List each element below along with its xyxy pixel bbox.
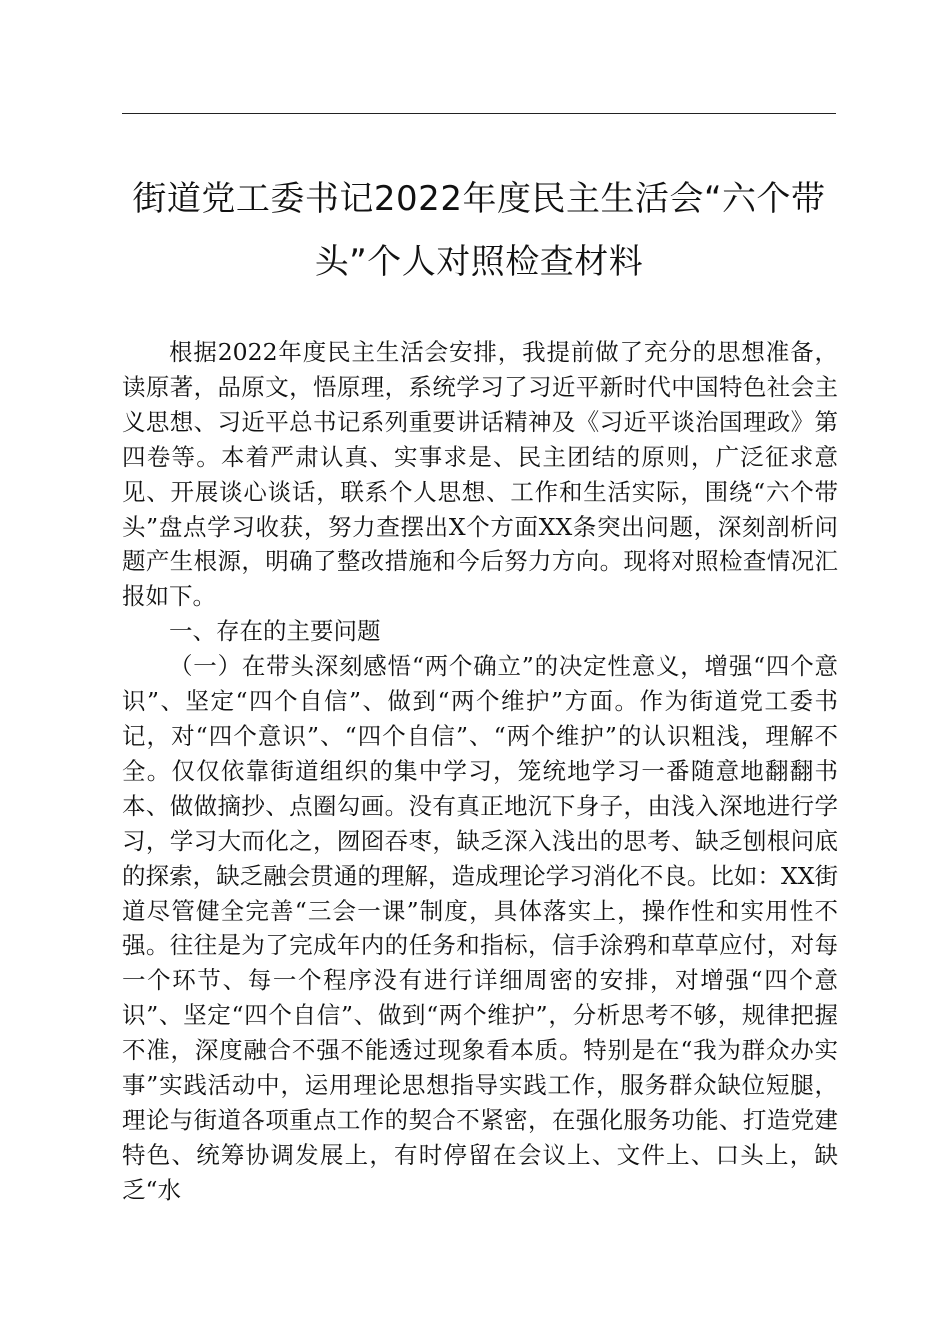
document-title	[122, 168, 836, 294]
intro-paragraph: 根据2022年度民主生活会安排，我提前做了充分的思想准备，读原著，品原文，悟原理，系统学习了习近平新时代中国特色社会主义思想、习近平总书记系列重要讲话精神及《习近平谈治国理政》第四卷等。本着严肃认真、实事求是、民主团结的原则，广泛征求意见、开展谈心谈话，联系个人思想、工作和生活实际，围绕“六个带头”盘点学习收获，努力查摆出X个方面XX条突出问题，深刻剖析问题产生根源，明确了整改措施和今后努力方向。现将对照检查情况汇报如下。	[122, 338, 838, 611]
header-rule	[122, 113, 836, 114]
problem-paragraph-1: （一）在带头深刻感悟“两个确立”的决定性意义，增强“四个意识”、坚定“四个自信”、做到“两个维护”方面。作为街道党工委书记，对“四个意识”、“四个自信”、“两个维护”的认识粗浅，理解不全。仅仅依靠街道组织的集中学习，笼统地学习一番随意地翻翻书本、做做摘抄、点圈勾画。没有真正地沉下身子，由浅入深地进行学习，学习大而化之，囫囵吞枣，缺乏深入浅出的思考、缺乏刨根问底的探索，缺乏融会贯通的理解，造成理论学习消化不良。比如：XX街道尽管健全完善“三会一课”制度，具体落实上，操作性和实用性不强。往往是为了完成年内的任务和指标，信手涂鸦和草草应付，对每一个环节、每一个程序没有进行详细周密的安排，对增强“四个意识”、坚定“四个自信”、做到“两个维护”，分析思考不够，规律把握不准，深度融合不强不能透过现象看本质。特别是在“我为群众办实事”实践活动中，运用理论思想指导实践工作，服务群众缺位短腿，理论与街道各项重点工作的契合不紧密，在强化服务功能、打造党建特色、统筹协调发展上，有时停留在会议上、文件上、口头上，缺乏“水	[122, 652, 838, 1204]
section-heading-main-problems: 一、存在的主要问题	[169, 617, 381, 646]
document-title-line-1: 街道党工委书记2022年度民主生活会“六个带	[132, 179, 826, 219]
document-body	[122, 335, 838, 1208]
document-title-line-2: 头”个人对照检查材料	[314, 242, 644, 282]
